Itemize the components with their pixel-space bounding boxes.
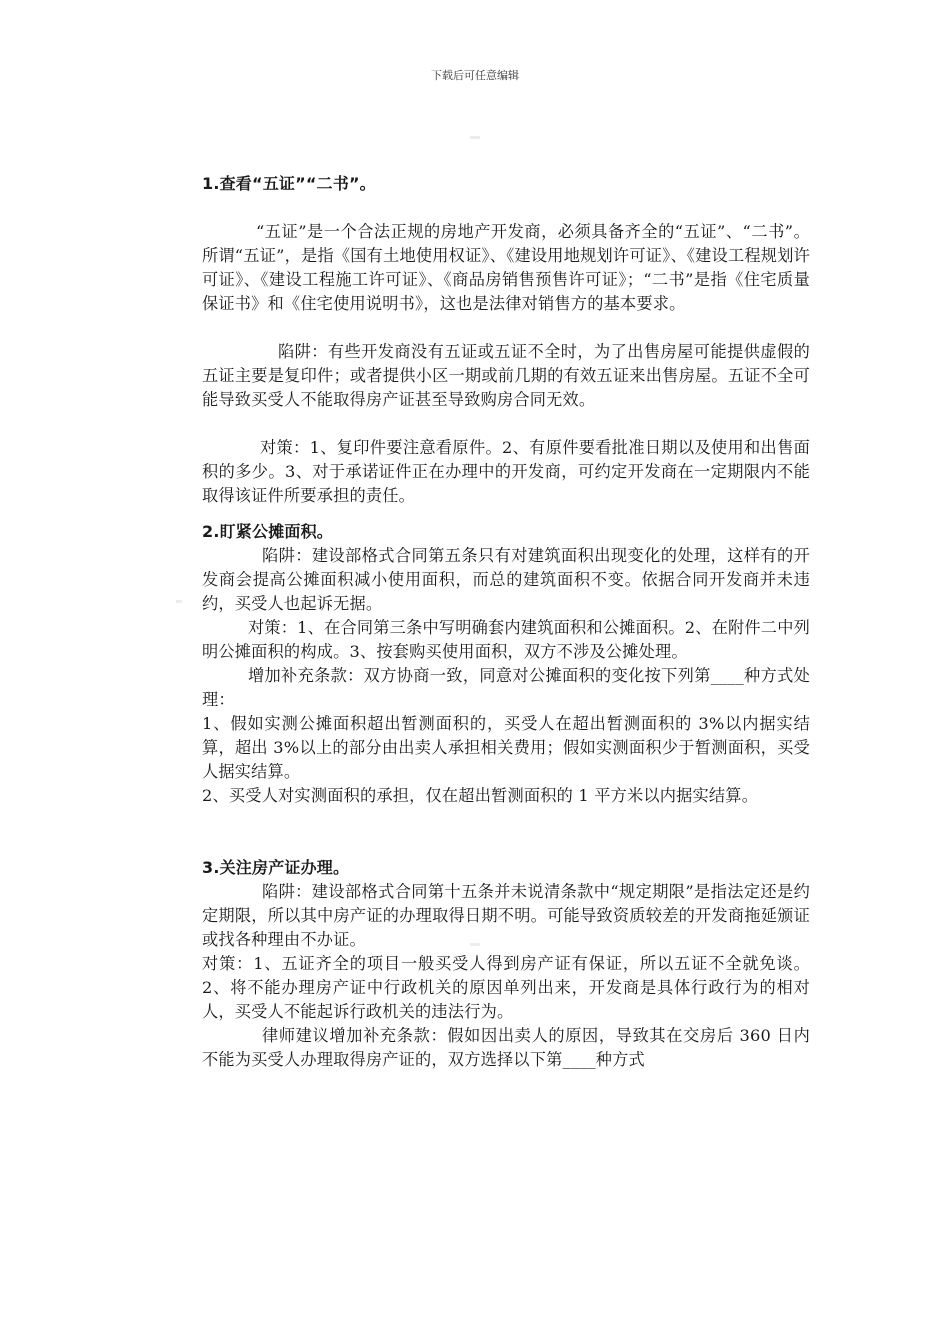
section-3-trap: 陷阱：建设部格式合同第十五条并未说清条款中“规定期限”是指法定还是约定期限，所以其中房产证的办理取得日期不明。可能导致资质较差的开发商拖延颁证或找各种理由不办证。 (202, 882, 810, 949)
header-note: 下载后可任意编辑 (431, 69, 519, 82)
section-2-trap: 陷阱：建设部格式合同第五条只有对建筑面积出现变化的处理，这样有的开发商会提高公摊面积减小使用面积，而总的建筑面积不变。依据合同开发商并未违约，买受人也起诉无据。 (202, 546, 810, 613)
section-1-countermeasure: 对策：1、复印件要注意看原件。2、有原件要看批准日期以及使用和出售面积的多少。3、对于承诺证件正在办理中的开发商，可约定开发商在一定期限内不能取得该证件所要承担的责任。 (202, 438, 810, 505)
section-1-heading: 1.查看“五证”“二书”。 (202, 174, 376, 193)
section-1-paragraph: “五证”是一个合法正规的房地产开发商，必须具备齐全的“五证”、“二书”。所谓“五证”，是指《国有土地使用权证》、《建设用地规划许可证》、《建设工程规划许可证》、《建设工程施工许可证》、《商品房销售预售许可证》；“二书”是指《住宅质量保证书》和《住宅使用说明书》，这也是法律对销售方的基本要求。 (202, 222, 810, 313)
section-2-countermeasure: 对策：1、在合同第三条中写明确套内建筑面积和公摊面积。2、在附件二中列明公摊面积的构成。3、按套购买使用面积，双方不涉及公摊处理。 (202, 618, 810, 661)
section-2-supplement: 增加补充条款：双方协商一致，同意对公摊面积的变化按下列第____种方式处理： (202, 666, 810, 709)
section-1-trap: 陷阱：有些开发商没有五证或五证不全时，为了出售房屋可能提供虚假的五证主要是复印件；或者提供小区一期或前几期的有效五证来出售房屋。五证不全可能导致买受人不能取得房产证甚至导致购房合同无效。 (202, 342, 810, 409)
faint-mark (176, 600, 182, 603)
faint-mark (470, 136, 480, 139)
section-2-heading: 2.盯紧公摊面积。 (202, 522, 334, 541)
section-3-countermeasure: 对策：1、五证齐全的项目一般买受人得到房产证有保证，所以五证不全就免谈。2、将不能办理房产证中行政机关的原因单列出来，开发商是具体行政行为的相对人，买受人不能起诉行政机关的违法行为。 (202, 954, 810, 1021)
section-3-lawyer-advice: 律师建议增加补充条款：假如因出卖人的原因，导致其在交房后 360 日内不能为买受人办理取得房产证的，双方选择以下第____种方式 (202, 1026, 810, 1069)
section-2-item-2: 2、买受人对实测面积的承担，仅在超出暂测面积的 1 平方米以内据实结算。 (202, 786, 759, 805)
document-body (202, 172, 810, 1072)
section-3-heading: 3.关注房产证办理。 (202, 858, 350, 877)
section-2-item-1: 1、假如实测公摊面积超出暂测面积的，买受人在超出暂测面积的 3%以内据实结算，超出 3%以上的部分由出卖人承担相关费用；假如实测面积少于暂测面积，买受人据实结算。 (202, 714, 810, 781)
